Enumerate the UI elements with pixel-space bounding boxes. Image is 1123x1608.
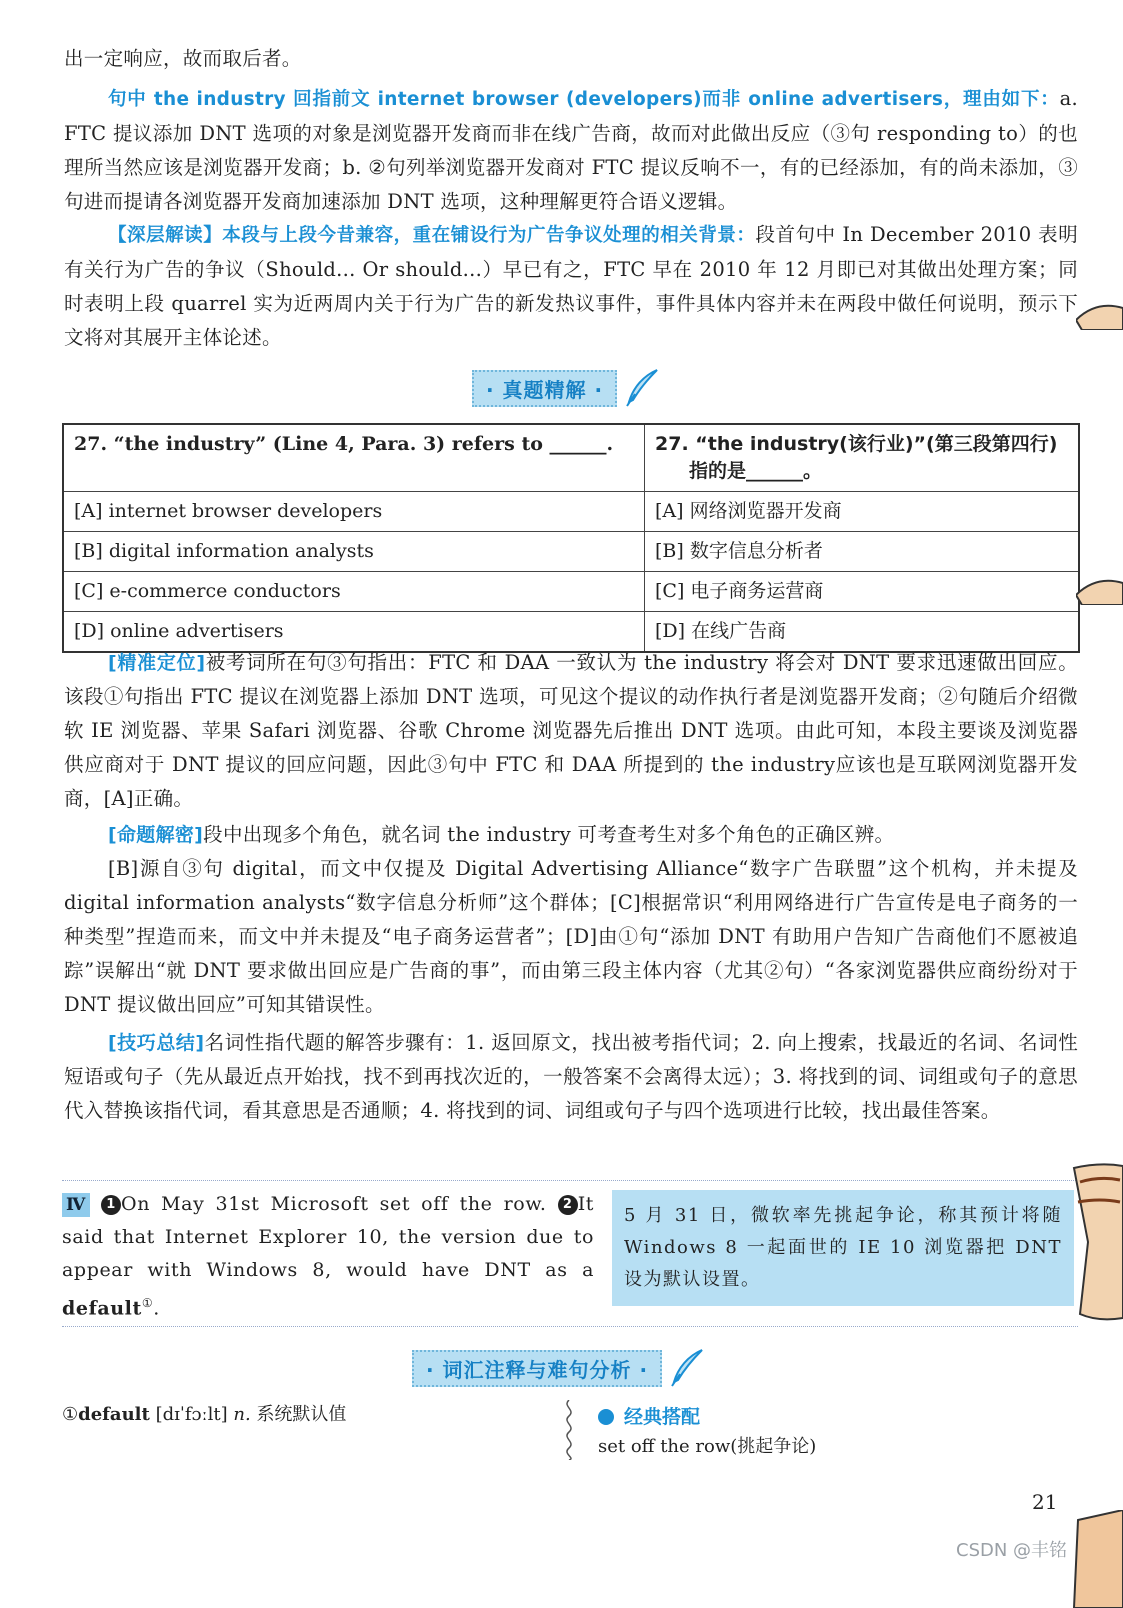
precise-locate-paragraph — [64, 646, 1078, 816]
passage-translation: 5 月 31 日，微软率先挑起争论，称其预计将随 Windows 8 一起面世的 IE 10 浏览器把 DNT 设为默认设置。 — [612, 1190, 1074, 1306]
exam-section-title: · 真题精解 · — [472, 370, 617, 407]
sentence-1: On May 31st Microsoft set off the row. — [121, 1193, 547, 1215]
question-stem-zh — [645, 424, 1080, 492]
sentence-2-end: . — [153, 1297, 160, 1320]
exam-section-banner — [472, 370, 661, 406]
option-d-en: [D] online advertisers — [63, 612, 645, 653]
vocab-section-title: · 词汇注释与难句分析 · — [412, 1350, 662, 1387]
vocab-section-banner — [412, 1350, 706, 1386]
vocab-word: default — [78, 1404, 150, 1425]
bullet-icon — [598, 1409, 614, 1425]
watermark: CSDN @丰铭 — [956, 1540, 1068, 1561]
distractor-analysis-paragraph: [B]源自③句 digital，而文中仅提及 Digital Advertising Alliance“数字广告联盟”这个机构，并未提及 digital information analysts“数字信息分析师”这个群体；[C]根据常识“利用网络进行广告宣传是电子商务的一种类型”捏造而来，而文中并未提及“电子商务运营者”；[D]由①句“添加 DNT 有助用户告知广告商他们不愿被追踪”误解出“就 DNT 要求做出回应是广告商的事”，而由第三段主体内容（尤其②句）“各家浏览器供应商纷纷对于 DNT 提议做出回应”可知其错误性。 — [64, 857, 1078, 1016]
option-d-zh: [D] 在线广告商 — [645, 612, 1080, 653]
tips-tag: [技巧总结] — [108, 1032, 205, 1054]
page-edge-scrap-icon — [1076, 300, 1123, 330]
quill-pen-icon — [666, 1348, 706, 1388]
page-edge-scrap-icon — [1070, 1162, 1123, 1322]
option-row — [63, 572, 1079, 612]
deep-reading-paragraph — [64, 218, 1078, 355]
option-a-zh: [A] 网络浏览器开发商 — [645, 492, 1080, 532]
question-design-tag: [命题解密] — [108, 824, 204, 846]
vocab-number: ① — [62, 1404, 79, 1425]
industry-analysis-body: a. FTC 提议添加 DNT 选项的对象是浏览器开发商而非在线广告商，故而对此做出反应（③句 responding to）的也理所当然应该是浏览器开发商；b. ②句列举浏览器开发商对 FTC 提议反响不一，有的已经添加，有的尚未添加，③句进而提请各浏览器开发商加速添加 DNT 选项，这种理解更符合语义逻辑。 — [64, 87, 1078, 213]
paragraph-number: Ⅳ — [62, 1193, 90, 1217]
vocab-phonetic: [dɪˈfɔːlt] — [155, 1404, 228, 1425]
divider — [62, 1180, 1078, 1181]
option-row — [63, 492, 1079, 532]
deep-reading-lead: 【深层解读】本段与上段今昔兼容，重在铺设行为广告争议处理的相关背景： — [108, 225, 756, 246]
collocation-item: set off the row(挑起争论) — [598, 1436, 817, 1457]
question-header-row — [63, 424, 1079, 492]
question-design-body: 段中出现多个角色，就名词 the industry 可考查考生对多个角色的正确区辨。 — [203, 823, 895, 846]
quill-pen-icon — [621, 368, 661, 408]
vocab-entry — [62, 1400, 346, 1426]
divider — [62, 1326, 1078, 1327]
page-number: 21 — [1032, 1490, 1058, 1514]
option-c-zh: [C] 电子商务运营商 — [645, 572, 1080, 612]
precise-locate-body: 被考词所在句③句指出：FTC 和 DAA 一致认为 the industry 将会对 DNT 要求迅速做出回应。该段①句指出 FTC 提议在浏览器上添加 DNT 选项，可见这个提议的动作执行者是浏览器开发商；②句随后介绍微软 IE 浏览器、苹果 Safari 浏览器、谷歌 Chrome 浏览器先后推出 DNT 选项。由此可知，本段主要谈及浏览器供应商对于 DNT 提议的回应问题，因此③句中 FTC 和 DAA 所提到的 the industry应该也是互联网浏览器开发商，[A]正确。 — [64, 651, 1078, 810]
option-b-en: [B] digital information analysts — [63, 532, 645, 572]
collocation-title — [598, 1402, 700, 1429]
question-table — [62, 423, 1080, 653]
industry-analysis-paragraph — [64, 82, 1078, 219]
squiggle-divider-icon — [562, 1400, 576, 1460]
collocation-title-text: 经典搭配 — [624, 1406, 701, 1428]
footnote-marker: ① — [141, 1296, 154, 1310]
tips-paragraph — [64, 1026, 1078, 1128]
vocab-pos: n. — [233, 1404, 251, 1425]
vocab-meaning: 系统默认值 — [256, 1404, 347, 1425]
question-stem-en: 27. “the industry” (Line 4, Para. 3) refers to ______. — [63, 424, 645, 492]
option-row — [63, 532, 1079, 572]
deep-reading-body: 段首句中 In December 2010 表明有关行为广告的争议（Should... Or should...）早已有之，FTC 早在 2010 年 12 月即已对其做出处理方案；同时表明上段 quarrel 实为近两周内关于行为广告的新发热议事件，事件具体内容并未在两段中做任何说明，预示下文将对其展开主体论述。 — [64, 223, 1079, 349]
keyword-default: default — [62, 1297, 142, 1320]
page-edge-scrap-icon — [1076, 575, 1123, 605]
question-design-paragraph — [64, 818, 1078, 852]
sentence-2-marker: 2 — [558, 1195, 578, 1215]
industry-analysis-lead: 句中 the industry 回指前文 internet browser (developers)而非 online advertisers，理由如下： — [108, 89, 1060, 110]
page-edge-scrap-icon — [1070, 1510, 1123, 1608]
question-stem-zh-line1: 27. “the industry(该行业)”(第三段第四行) — [655, 433, 1058, 455]
tips-body: 名词性指代题的解答步骤有：1. 返回原文，找出被考指代词；2. 向上搜索，找最近的名词、名词性短语或句子（先从最近点开始找，找不到再找次近的，一般答案不会离得太远）；3. 将找到的词、词组或句子的意思代入替换该指代词，看其意思是否通顺；4. 将找到的词、词组或句子与四个选项进行比较，找出最佳答案。 — [64, 1031, 1078, 1122]
option-c-en: [C] e-commerce conductors — [63, 572, 645, 612]
question-stem-zh-line2: 指的是______。 — [689, 460, 823, 482]
sentence-2: It said that Internet Explorer 10, the version due to appear with Windows 8, would have DNT as a — [62, 1193, 595, 1281]
top-line: 出一定响应，故而取后者。 — [64, 47, 302, 70]
passage-english — [62, 1188, 594, 1325]
option-b-zh: [B] 数字信息分析者 — [645, 532, 1080, 572]
sentence-1-marker: 1 — [101, 1195, 121, 1215]
option-a-en: [A] internet browser developers — [63, 492, 645, 532]
precise-locate-tag: [精准定位] — [108, 652, 206, 674]
